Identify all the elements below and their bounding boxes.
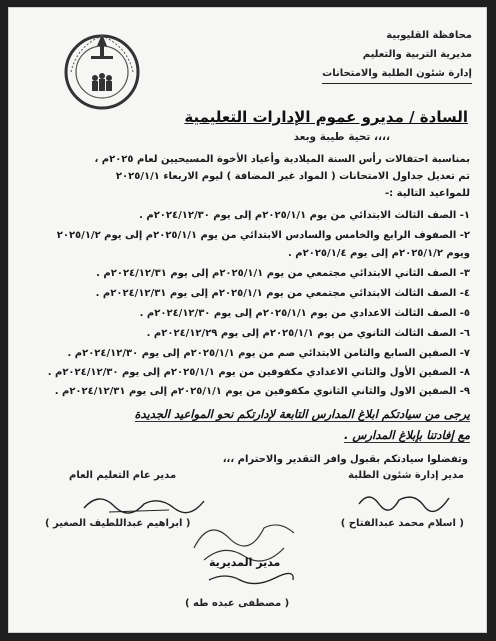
document-page — [8, 7, 487, 633]
left-signer-name: ( ابراهيم عبداللطيف الصغير ) — [45, 518, 191, 529]
intro-line: بمناسبة احتفالات رأس السنة الميلادية وأعياد الأخوة المسيحيين لعام ٢٠٢٥م ، — [94, 154, 470, 165]
schedule-item: ٩- الصفين الاول والثاني الثانوي مكفوفين من يوم ٢٠٢٥/١/١م إلى يوم ٢٠٢٤/١٢/٣١م . — [54, 386, 470, 397]
right-signer-title: مدير إدارة شئون الطلبة — [348, 470, 464, 481]
schedule-item: ١- الصف الثالث الابتدائي من يوم ٢٠٢٥/١/١م إلى يوم ٢٠٢٤/١٢/٣٠م . — [139, 210, 470, 221]
schedule-item: ويوم ٢٠٢٥/١/٢م إلى يوم ٢٠٢٥/١/٤م . — [288, 248, 470, 259]
bottom-signature-scribble — [205, 570, 295, 586]
schedule-item: ٧- الصفين السابع والثامن الابتدائي صم من يوم ٢٠٢٥/١/١م إلى يوم ٢٠٢٤/١٢/٣٠م . — [67, 348, 470, 359]
left-signer-title: مدير عام التعليم العام — [69, 470, 177, 481]
letterhead — [302, 26, 472, 84]
governorate-name: محافظة القليوبية — [386, 30, 472, 41]
ministry-logo — [57, 26, 147, 112]
department-name: إدارة شئون الطلبة والامتحانات — [322, 64, 472, 84]
request-note: يرجى من سيادتكم ابلاغ المدارس التابعة لإدارتكم نحو المواعيد الجديدة — [134, 407, 470, 421]
schedule-item: ٢- الصفوف الرابع والخامس والسادس الابتدائي من يوم ٢٠٢٥/١/١م إلى يوم ٢٠٢٥/١/٢ — [56, 230, 470, 241]
greeting: تحية طيبة وبعد ،،،، — [293, 131, 390, 143]
intro-line: تم تعديل جداول الامتحانات ( المواد غير المضافة ) ليوم الاربعاء ٢٠٢٥/١/١ — [115, 171, 470, 182]
schedule-item: ٦- الصف الثالث الثانوي من يوم ٢٠٢٥/١/١م إلى يوم ٢٠٢٤/١٢/٢٩م . — [146, 328, 470, 339]
recipient-title: السادة / مديرو عموم الإدارات التعليمية — [184, 108, 468, 126]
schedule-item: ٨- الصفين الأول والثاني الاعدادي مكفوفين من يوم ٢٠٢٥/١/١م إلى يوم ٢٠٢٤/١٢/٣٠م . — [47, 367, 470, 378]
directorate-name: مديرية التربية والتعليم — [362, 49, 472, 60]
schedule-item: ٣- الصف الثاني الابتدائي مجتمعي من يوم ٢٠٢٥/١/١م إلى يوم ٢٠٢٤/١٢/٣١م . — [96, 268, 470, 279]
schedule-item: ٤- الصف الثالث الابتدائي مجتمعي من يوم ٢٠٢٥/١/١م إلى يوم ٢٠٢٤/١٢/٣١م . — [95, 288, 470, 299]
right-signature-scribble — [354, 486, 454, 514]
schedule-item: ٥- الصف الثالث الاعدادي من يوم ٢٠٢٥/١/١م إلى يوم ٢٠٢٤/١٢/٣٠م . — [139, 308, 470, 319]
bottom-signer-title: مدير المديرية — [209, 556, 281, 569]
intro-line: للمواعيد التالية :- — [385, 188, 470, 199]
right-signer-name: ( اسلام محمد عبدالفتاح ) — [340, 518, 464, 529]
request-note-2: مع إفادتنا بإبلاغ المدارس . — [344, 428, 470, 442]
bottom-signer-name: ( مصطفى عبده طه ) — [185, 598, 290, 609]
closing-text: وتفضلوا سيادتكم بقبول وافر التقدير والاحترام ،،، — [222, 454, 468, 465]
